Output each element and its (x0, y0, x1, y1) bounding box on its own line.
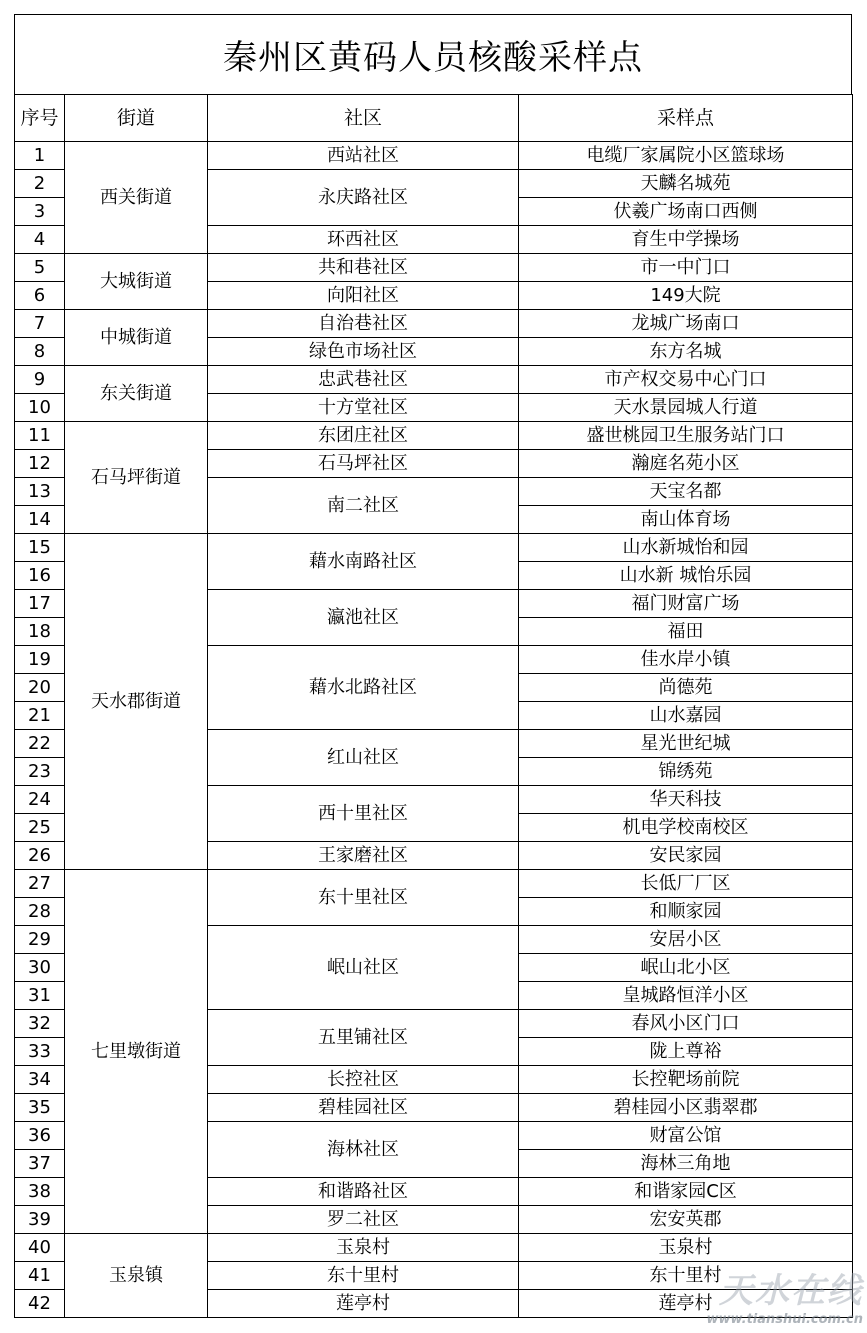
row-number: 13 (15, 478, 65, 506)
sampling-point-cell: 安居小区 (519, 926, 853, 954)
community-cell: 王家磨社区 (208, 842, 519, 870)
sampling-point-cell: 机电学校南校区 (519, 814, 853, 842)
community-cell: 罗二社区 (208, 1206, 519, 1234)
sampling-point-cell: 星光世纪城 (519, 730, 853, 758)
street-cell: 七里墩街道 (65, 870, 208, 1234)
row-number: 19 (15, 646, 65, 674)
watermark-logo: 天水在线 (719, 1271, 863, 1311)
sampling-point-cell: 龙城广场南口 (519, 310, 853, 338)
street-cell: 玉泉镇 (65, 1234, 208, 1318)
sampling-point-cell: 盛世桃园卫生服务站门口 (519, 422, 853, 450)
sampling-point-cell: 山水新 城怡乐园 (519, 562, 853, 590)
header-community: 社区 (208, 95, 519, 142)
community-cell: 莲亭村 (208, 1290, 519, 1318)
community-cell: 共和巷社区 (208, 254, 519, 282)
table-row (15, 422, 853, 450)
row-number: 40 (15, 1234, 65, 1262)
sampling-point-cell: 天麟名城苑 (519, 170, 853, 198)
community-cell: 藉水南路社区 (208, 534, 519, 590)
sampling-point-cell: 安民家园 (519, 842, 853, 870)
sampling-point-cell: 宏安英郡 (519, 1206, 853, 1234)
row-number: 17 (15, 590, 65, 618)
row-number: 18 (15, 618, 65, 646)
table-row (15, 254, 853, 282)
row-number: 28 (15, 898, 65, 926)
community-cell: 碧桂园社区 (208, 1094, 519, 1122)
community-cell: 东团庄社区 (208, 422, 519, 450)
sampling-point-cell: 山水新城怡和园 (519, 534, 853, 562)
sampling-point-cell: 东方名城 (519, 338, 853, 366)
sampling-point-cell: 长低厂厂区 (519, 870, 853, 898)
sampling-point-cell: 天宝名都 (519, 478, 853, 506)
community-cell: 向阳社区 (208, 282, 519, 310)
row-number: 10 (15, 394, 65, 422)
sampling-point-cell: 春风小区门口 (519, 1010, 853, 1038)
sampling-point-cell: 天水景园城人行道 (519, 394, 853, 422)
row-number: 32 (15, 1010, 65, 1038)
row-number: 3 (15, 198, 65, 226)
sampling-point-cell: 海林三角地 (519, 1150, 853, 1178)
row-number: 42 (15, 1290, 65, 1318)
row-number: 25 (15, 814, 65, 842)
sampling-point-cell: 玉泉村 (519, 1234, 853, 1262)
sampling-point-cell: 碧桂园小区翡翠郡 (519, 1094, 853, 1122)
street-cell: 西关街道 (65, 142, 208, 254)
sampling-point-cell: 尚德苑 (519, 674, 853, 702)
row-number: 24 (15, 786, 65, 814)
community-cell: 永庆路社区 (208, 170, 519, 226)
street-cell: 中城街道 (65, 310, 208, 366)
sampling-point-cell: 电缆厂家属院小区篮球场 (519, 142, 853, 170)
community-cell: 红山社区 (208, 730, 519, 786)
community-cell: 西站社区 (208, 142, 519, 170)
community-cell: 西十里社区 (208, 786, 519, 842)
row-number: 5 (15, 254, 65, 282)
table-body (15, 142, 853, 1318)
sampling-point-cell: 149大院 (519, 282, 853, 310)
street-cell: 大城街道 (65, 254, 208, 310)
street-cell: 天水郡街道 (65, 534, 208, 870)
sampling-sheet (14, 14, 852, 1318)
sampling-point-cell: 伏羲广场南口西侧 (519, 198, 853, 226)
row-number: 34 (15, 1066, 65, 1094)
community-cell: 自治巷社区 (208, 310, 519, 338)
sampling-point-cell: 皇城路恒洋小区 (519, 982, 853, 1010)
row-number: 39 (15, 1206, 65, 1234)
row-number: 27 (15, 870, 65, 898)
sampling-point-cell: 和顺家园 (519, 898, 853, 926)
table-row (15, 1234, 853, 1262)
row-number: 22 (15, 730, 65, 758)
sampling-point-cell: 佳水岸小镇 (519, 646, 853, 674)
sampling-point-cell: 育生中学操场 (519, 226, 853, 254)
watermark (706, 1263, 863, 1327)
sampling-point-cell: 和谐家园C区 (519, 1178, 853, 1206)
row-number: 7 (15, 310, 65, 338)
row-number: 41 (15, 1262, 65, 1290)
community-cell: 玉泉村 (208, 1234, 519, 1262)
watermark-url: www.tianshui.com.cn (706, 1312, 863, 1327)
row-number: 37 (15, 1150, 65, 1178)
street-cell: 石马坪街道 (65, 422, 208, 534)
sampling-table (14, 94, 853, 1318)
community-cell: 东十里社区 (208, 870, 519, 926)
header-no: 序号 (15, 95, 65, 142)
row-number: 38 (15, 1178, 65, 1206)
sampling-point-cell: 市一中门口 (519, 254, 853, 282)
header-point: 采样点 (519, 95, 853, 142)
row-number: 4 (15, 226, 65, 254)
table-row (15, 534, 853, 562)
row-number: 15 (15, 534, 65, 562)
row-number: 35 (15, 1094, 65, 1122)
row-number: 26 (15, 842, 65, 870)
sampling-point-cell: 南山体育场 (519, 506, 853, 534)
community-cell: 南二社区 (208, 478, 519, 534)
row-number: 14 (15, 506, 65, 534)
sampling-point-cell: 华天科技 (519, 786, 853, 814)
community-cell: 长控社区 (208, 1066, 519, 1094)
row-number: 12 (15, 450, 65, 478)
community-cell: 环西社区 (208, 226, 519, 254)
row-number: 2 (15, 170, 65, 198)
table-row (15, 870, 853, 898)
sampling-point-cell: 东十里村 (519, 1262, 853, 1290)
community-cell: 东十里村 (208, 1262, 519, 1290)
row-number: 20 (15, 674, 65, 702)
row-number: 33 (15, 1038, 65, 1066)
sampling-point-cell: 长控靶场前院 (519, 1066, 853, 1094)
community-cell: 石马坪社区 (208, 450, 519, 478)
row-number: 16 (15, 562, 65, 590)
community-cell: 藉水北路社区 (208, 646, 519, 730)
row-number: 31 (15, 982, 65, 1010)
community-cell: 瀛池社区 (208, 590, 519, 646)
sampling-point-cell: 瀚庭名苑小区 (519, 450, 853, 478)
community-cell: 海林社区 (208, 1122, 519, 1178)
community-cell: 绿色市场社区 (208, 338, 519, 366)
row-number: 36 (15, 1122, 65, 1150)
row-number: 23 (15, 758, 65, 786)
street-cell: 东关街道 (65, 366, 208, 422)
row-number: 30 (15, 954, 65, 982)
row-number: 1 (15, 142, 65, 170)
community-cell: 十方堂社区 (208, 394, 519, 422)
row-number: 6 (15, 282, 65, 310)
table-row (15, 310, 853, 338)
table-row (15, 366, 853, 394)
table-row (15, 142, 853, 170)
community-cell: 和谐路社区 (208, 1178, 519, 1206)
sheet-title: 秦州区黄码人员核酸采样点 (14, 14, 852, 94)
sampling-point-cell: 莲亭村 (519, 1290, 853, 1318)
sampling-point-cell: 陇上尊裕 (519, 1038, 853, 1066)
row-number: 8 (15, 338, 65, 366)
row-number: 29 (15, 926, 65, 954)
header-row (15, 95, 853, 142)
sampling-point-cell: 福田 (519, 618, 853, 646)
community-cell: 忠武巷社区 (208, 366, 519, 394)
row-number: 11 (15, 422, 65, 450)
sampling-point-cell: 福门财富广场 (519, 590, 853, 618)
sampling-point-cell: 山水嘉园 (519, 702, 853, 730)
community-cell: 岷山社区 (208, 926, 519, 1010)
header-street: 街道 (65, 95, 208, 142)
row-number: 21 (15, 702, 65, 730)
sampling-point-cell: 市产权交易中心门口 (519, 366, 853, 394)
sampling-point-cell: 锦绣苑 (519, 758, 853, 786)
sampling-point-cell: 财富公馆 (519, 1122, 853, 1150)
community-cell: 五里铺社区 (208, 1010, 519, 1066)
sampling-point-cell: 岷山北小区 (519, 954, 853, 982)
row-number: 9 (15, 366, 65, 394)
